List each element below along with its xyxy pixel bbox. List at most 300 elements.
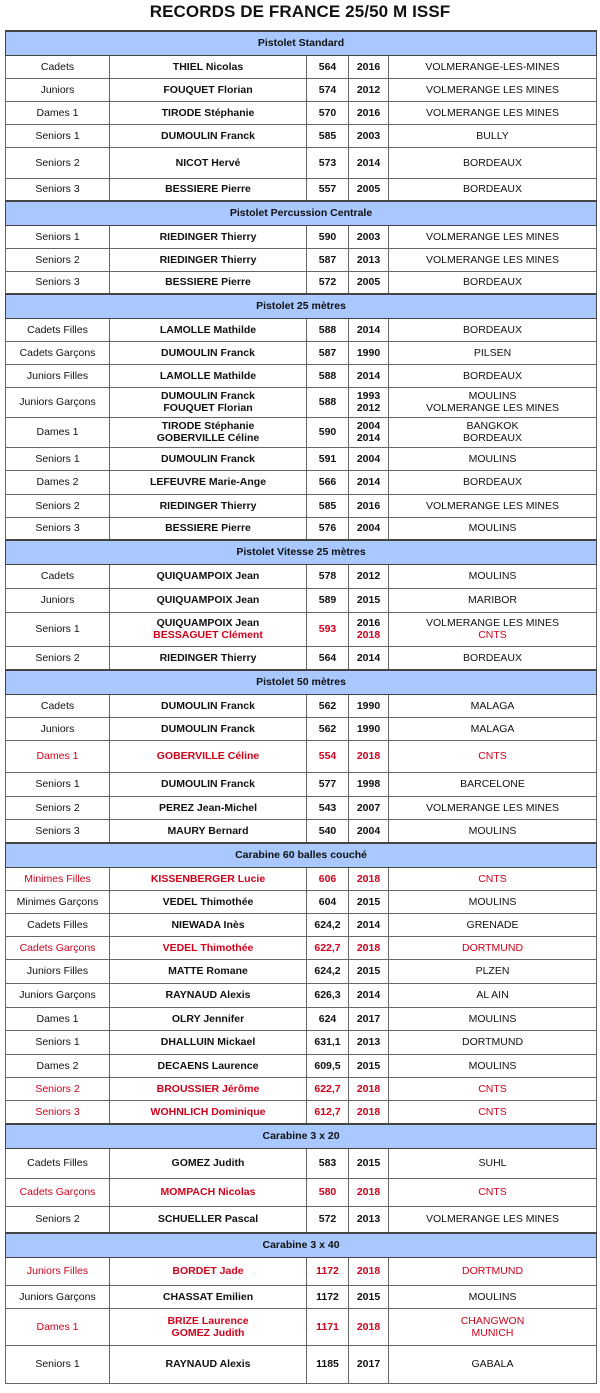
line-0: CNTS [478, 872, 507, 885]
line-0: GOMEZ Judith [171, 1157, 245, 1169]
year-cell [349, 1100, 389, 1124]
line-0: MARIBOR [468, 594, 518, 606]
line-0: VOLMERANGE LES MINES [425, 1213, 560, 1226]
line-0: 2004 [356, 420, 381, 432]
table-row [6, 913, 597, 936]
year-cell [349, 1178, 389, 1206]
year-cell [349, 1148, 389, 1178]
category-cell: Minimes Filles [6, 867, 110, 890]
score-cell: 587 [307, 341, 349, 364]
name-cell [110, 494, 307, 517]
category-cell: Seniors 3 [6, 178, 110, 201]
category-cell: Juniors [6, 78, 110, 101]
name-cell [110, 341, 307, 364]
place-cell [389, 959, 597, 983]
name-cell [110, 913, 307, 936]
score-cell: 622,7 [307, 936, 349, 959]
line-0: TIRODE Stéphanie [161, 106, 255, 119]
line-0: 1990 [356, 722, 381, 735]
line-0: SUHL [478, 1157, 507, 1169]
place-cell [389, 717, 597, 740]
place-cell [389, 1206, 597, 1233]
category-cell: Dames 1 [6, 417, 110, 447]
line-0: 2015 [356, 594, 381, 606]
category-cell: Dames 1 [6, 740, 110, 772]
line-0: 2016 [356, 106, 381, 119]
line-0: 2018 [356, 750, 381, 762]
place-cell [389, 1257, 597, 1285]
year-cell [349, 1345, 389, 1383]
section-header [6, 1124, 597, 1148]
year-cell [349, 959, 389, 983]
line-0: 2015 [356, 1157, 381, 1169]
category-cell: Cadets [6, 564, 110, 588]
category-cell: Seniors 3 [6, 517, 110, 540]
line-0: NICOT Hervé [175, 156, 241, 169]
line-0: NIEWADA Inès [171, 918, 245, 931]
place-cell [389, 225, 597, 248]
line-0: 2013 [356, 1036, 381, 1048]
table-row [6, 959, 597, 983]
line-0: VEDEL Thimothée [162, 895, 254, 908]
section-title: Carabine 3 x 40 [6, 1233, 597, 1257]
score-cell: 572 [307, 1206, 349, 1233]
line-0: 2018 [356, 872, 381, 885]
category-cell: Seniors 1 [6, 612, 110, 646]
place-cell [389, 517, 597, 540]
year-cell [349, 271, 389, 294]
year-cell [349, 1077, 389, 1100]
name-cell [110, 1030, 307, 1054]
score-cell: 557 [307, 178, 349, 201]
year-cell [349, 124, 389, 147]
table-row [6, 717, 597, 740]
table-row [6, 517, 597, 540]
year-cell [349, 588, 389, 612]
place-cell [389, 740, 597, 772]
line-0: AL AIN [476, 989, 509, 1001]
line-0: 2005 [356, 276, 381, 289]
line-0: 2007 [356, 801, 381, 814]
line-0: VOLMERANGE LES MINES [425, 106, 560, 119]
line-0: 2018 [356, 941, 381, 954]
table-row [6, 1148, 597, 1178]
line-0: 2003 [356, 230, 381, 243]
name-cell [110, 178, 307, 201]
table-row [6, 1285, 597, 1308]
place-cell [389, 1308, 597, 1345]
score-cell: 543 [307, 796, 349, 819]
year-cell [349, 890, 389, 913]
line-0: MOULINS [468, 452, 517, 465]
score-cell: 1172 [307, 1257, 349, 1285]
category-cell: Seniors 1 [6, 447, 110, 470]
line-0: SCHUELLER Pascal [157, 1213, 259, 1226]
line-0: MOULINS [468, 390, 517, 402]
line-0: BESSIERE Pierre [165, 183, 251, 196]
year-cell [349, 612, 389, 646]
year-cell [349, 1030, 389, 1054]
year-cell [349, 517, 389, 540]
line-0: RIEDINGER Thierry [159, 253, 257, 266]
line-0: DECAENS Laurence [157, 1059, 259, 1072]
category-cell: Cadets Garçons [6, 341, 110, 364]
line-0: QUIQUAMPOIX Jean [156, 594, 260, 606]
place-cell [389, 124, 597, 147]
category-cell: Seniors 1 [6, 1345, 110, 1383]
table-row [6, 694, 597, 717]
line-1: 2012 [356, 402, 381, 414]
category-cell: Seniors 2 [6, 796, 110, 819]
score-cell: 624 [307, 1007, 349, 1030]
line-0: 2013 [356, 253, 381, 266]
score-cell: 1185 [307, 1345, 349, 1383]
table-row [6, 796, 597, 819]
line-0: MOULINS [468, 1290, 517, 1303]
year-cell [349, 1285, 389, 1308]
category-cell: Seniors 3 [6, 1100, 110, 1124]
line-0: VOLMERANGE-LES-MINES [425, 60, 560, 73]
line-0: 2005 [356, 183, 381, 196]
line-0: BORDEAUX [463, 476, 522, 488]
name-cell [110, 364, 307, 387]
line-0: 2018 [356, 1320, 381, 1333]
table-row [6, 564, 597, 588]
name-cell [110, 936, 307, 959]
line-0: DUMOULIN Franck [161, 699, 255, 712]
line-0: 2016 [356, 617, 381, 629]
line-0: PILSEN [473, 346, 512, 359]
name-cell [110, 564, 307, 588]
name-cell [110, 78, 307, 101]
table-row [6, 1030, 597, 1054]
name-cell [110, 447, 307, 470]
place-cell [389, 1100, 597, 1124]
place-cell [389, 1285, 597, 1308]
name-cell [110, 124, 307, 147]
line-0: VOLMERANGE LES MINES [425, 801, 560, 814]
score-cell: 554 [307, 740, 349, 772]
line-0: TIRODE Stéphanie [161, 420, 255, 432]
score-cell: 566 [307, 470, 349, 494]
line-0: DORTMUND [461, 1036, 524, 1048]
year-cell [349, 447, 389, 470]
table-row [6, 341, 597, 364]
line-0: 2014 [356, 476, 381, 488]
line-0: GOBERVILLE Céline [156, 750, 260, 762]
table-row [6, 983, 597, 1007]
line-0: 2016 [356, 60, 381, 73]
year-cell [349, 796, 389, 819]
line-0: VOLMERANGE LES MINES [425, 253, 560, 266]
line-0: 2014 [356, 989, 381, 1001]
line-0: MOULINS [468, 895, 517, 908]
table-row [6, 494, 597, 517]
line-0: CHASSAT Emilien [162, 1290, 254, 1303]
score-cell: 564 [307, 646, 349, 670]
score-cell: 1171 [307, 1308, 349, 1345]
line-0: CNTS [478, 750, 507, 762]
line-0: 2018 [356, 1265, 381, 1277]
name-cell [110, 1178, 307, 1206]
line-1: MUNICH [471, 1326, 514, 1339]
table-row [6, 1178, 597, 1206]
year-cell [349, 1308, 389, 1345]
year-cell [349, 417, 389, 447]
year-cell [349, 646, 389, 670]
category-cell: Dames 2 [6, 470, 110, 494]
line-0: CNTS [478, 1082, 507, 1095]
line-0: OLRY Jennifer [171, 1012, 245, 1025]
table-row [6, 772, 597, 796]
score-cell: 585 [307, 494, 349, 517]
year-cell [349, 913, 389, 936]
line-0: PEREZ Jean-Michel [158, 801, 258, 814]
place-cell [389, 447, 597, 470]
year-cell [349, 1007, 389, 1030]
line-0: THIEL Nicolas [172, 60, 244, 73]
line-0: DORTMUND [461, 941, 524, 954]
table-row [6, 1007, 597, 1030]
year-cell [349, 1054, 389, 1077]
category-cell: Cadets [6, 55, 110, 78]
name-cell [110, 225, 307, 248]
score-cell: 590 [307, 417, 349, 447]
year-cell [349, 564, 389, 588]
line-0: MOULINS [468, 1059, 517, 1072]
line-0: 2014 [356, 323, 381, 336]
line-1: GOBERVILLE Céline [156, 432, 260, 444]
category-cell: Seniors 2 [6, 646, 110, 670]
line-0: 2015 [356, 1059, 381, 1072]
table-row [6, 819, 597, 843]
line-0: VEDEL Thimothée [162, 941, 254, 954]
line-0: DUMOULIN Franck [161, 129, 255, 142]
score-cell: 588 [307, 318, 349, 341]
name-cell [110, 1345, 307, 1383]
section-header [6, 540, 597, 564]
year-cell [349, 1206, 389, 1233]
category-cell: Cadets Filles [6, 318, 110, 341]
name-cell [110, 1077, 307, 1100]
year-cell [349, 983, 389, 1007]
category-cell: Seniors 3 [6, 271, 110, 294]
line-1: BESSAGUET Clément [153, 629, 263, 641]
section-title: Pistolet 25 mètres [6, 294, 597, 318]
line-0: DUMOULIN Franck [161, 778, 255, 790]
line-0: BULLY [476, 129, 509, 142]
line-0: LEFEUVRE Marie-Ange [149, 476, 267, 488]
line-0: 2015 [356, 895, 381, 908]
year-cell [349, 78, 389, 101]
score-cell: 585 [307, 124, 349, 147]
line-0: DUMOULIN Franck [161, 722, 255, 735]
year-cell [349, 364, 389, 387]
name-cell [110, 1100, 307, 1124]
place-cell [389, 417, 597, 447]
name-cell [110, 983, 307, 1007]
table-row [6, 470, 597, 494]
line-0: BORDET Jade [172, 1265, 244, 1277]
name-cell [110, 867, 307, 890]
year-cell [349, 1257, 389, 1285]
line-0: VOLMERANGE LES MINES [425, 83, 560, 96]
line-0: 2012 [356, 83, 381, 96]
place-cell [389, 1345, 597, 1383]
category-cell: Juniors [6, 717, 110, 740]
table-row [6, 55, 597, 78]
line-0: DUMOULIN Franck [161, 346, 255, 359]
place-cell [389, 387, 597, 417]
category-cell: Seniors 3 [6, 819, 110, 843]
score-cell: 588 [307, 364, 349, 387]
score-cell: 564 [307, 55, 349, 78]
line-0: 2014 [356, 369, 381, 382]
line-0: QUIQUAMPOIX Jean [156, 570, 260, 582]
place-cell [389, 796, 597, 819]
table-row [6, 740, 597, 772]
category-cell: Seniors 2 [6, 1206, 110, 1233]
line-1: VOLMERANGE LES MINES [425, 402, 560, 414]
line-0: MOULINS [468, 522, 517, 535]
place-cell [389, 147, 597, 178]
name-cell [110, 959, 307, 983]
line-0: BRIZE Laurence [167, 1314, 249, 1327]
table-row [6, 447, 597, 470]
table-row [6, 1206, 597, 1233]
line-0: 2017 [356, 1012, 381, 1025]
table-row [6, 78, 597, 101]
table-row [6, 124, 597, 147]
section-title: Pistolet Vitesse 25 mètres [6, 540, 597, 564]
score-cell: 583 [307, 1148, 349, 1178]
line-0: MOULINS [468, 570, 517, 582]
score-cell: 631,1 [307, 1030, 349, 1054]
line-0: MOULINS [468, 824, 517, 837]
line-0: DUMOULIN Franck [161, 452, 255, 465]
category-cell: Cadets Filles [6, 1148, 110, 1178]
category-cell: Juniors Garçons [6, 387, 110, 417]
line-0: 2014 [356, 918, 381, 931]
place-cell [389, 271, 597, 294]
section-title: Pistolet Percussion Centrale [6, 201, 597, 225]
line-0: MOMPACH Nicolas [160, 1186, 256, 1198]
year-cell [349, 225, 389, 248]
table-row [6, 178, 597, 201]
score-cell: 606 [307, 867, 349, 890]
line-0: 2018 [356, 1186, 381, 1198]
name-cell [110, 819, 307, 843]
line-0: PLZEN [475, 965, 510, 977]
section-title: Pistolet 50 mètres [6, 670, 597, 694]
line-0: 2016 [356, 499, 381, 512]
table-row [6, 890, 597, 913]
section-header [6, 294, 597, 318]
line-1: BORDEAUX [463, 432, 522, 444]
line-0: RIEDINGER Thierry [159, 499, 257, 512]
line-1: FOUQUET Florian [163, 402, 253, 414]
name-cell [110, 271, 307, 294]
score-cell: 624,2 [307, 959, 349, 983]
line-0: BANGKOK [466, 420, 519, 432]
score-cell: 577 [307, 772, 349, 796]
place-cell [389, 772, 597, 796]
category-cell: Seniors 2 [6, 494, 110, 517]
table-row [6, 646, 597, 670]
name-cell [110, 1007, 307, 1030]
score-cell: 588 [307, 387, 349, 417]
line-0: VOLMERANGE LES MINES [425, 230, 560, 243]
category-cell: Seniors 1 [6, 772, 110, 796]
score-cell: 570 [307, 101, 349, 124]
category-cell: Seniors 2 [6, 248, 110, 271]
score-cell: 1172 [307, 1285, 349, 1308]
table-row [6, 225, 597, 248]
place-cell [389, 318, 597, 341]
category-cell: Cadets Filles [6, 913, 110, 936]
place-cell [389, 494, 597, 517]
line-0: FOUQUET Florian [163, 83, 253, 96]
score-cell: 622,7 [307, 1077, 349, 1100]
table-row [6, 588, 597, 612]
score-cell: 591 [307, 447, 349, 470]
line-1: 2018 [356, 629, 381, 641]
table-row [6, 147, 597, 178]
score-cell: 580 [307, 1178, 349, 1206]
table-row [6, 248, 597, 271]
line-0: RIEDINGER Thierry [159, 230, 257, 243]
year-cell [349, 178, 389, 201]
place-cell [389, 248, 597, 271]
section-header [6, 1233, 597, 1257]
section-title: Pistolet Standard [6, 31, 597, 55]
table-row [6, 867, 597, 890]
year-cell [349, 740, 389, 772]
place-cell [389, 867, 597, 890]
year-cell [349, 717, 389, 740]
table-row [6, 387, 597, 417]
line-0: BARCELONE [460, 778, 525, 790]
year-cell [349, 772, 389, 796]
line-0: KISSENBERGER Lucie [150, 872, 266, 885]
place-cell [389, 1148, 597, 1178]
score-cell: 624,2 [307, 913, 349, 936]
line-0: BORDEAUX [463, 183, 522, 196]
line-0: 2013 [356, 1213, 381, 1226]
name-cell [110, 101, 307, 124]
line-0: MAURY Bernard [167, 824, 249, 837]
score-cell: 609,5 [307, 1054, 349, 1077]
line-0: RAYNAUD Alexis [165, 989, 251, 1001]
place-cell [389, 1007, 597, 1030]
line-0: MALAGA [470, 699, 515, 712]
line-0: CNTS [478, 1105, 507, 1118]
category-cell: Dames 1 [6, 1007, 110, 1030]
line-0: DHALLUIN Mickael [160, 1036, 256, 1048]
place-cell [389, 1054, 597, 1077]
category-cell: Seniors 2 [6, 147, 110, 178]
name-cell [110, 1054, 307, 1077]
place-cell [389, 983, 597, 1007]
line-0: BESSIERE Pierre [165, 276, 251, 289]
table-row [6, 1257, 597, 1285]
year-cell [349, 819, 389, 843]
table-row [6, 1308, 597, 1345]
table-row [6, 417, 597, 447]
line-0: DORTMUND [461, 1265, 524, 1277]
score-cell: 589 [307, 588, 349, 612]
table-row [6, 612, 597, 646]
